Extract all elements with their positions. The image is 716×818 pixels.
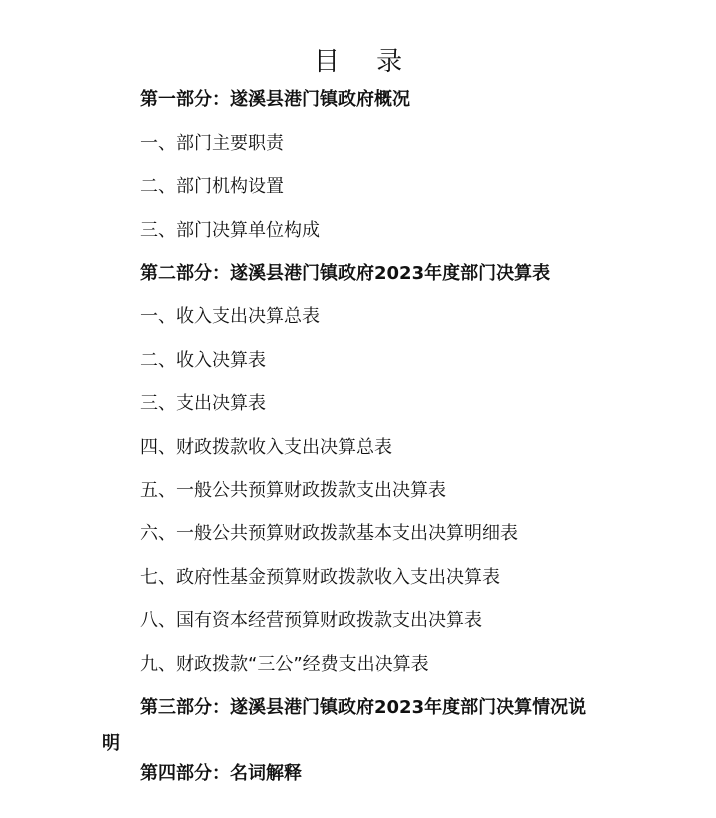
toc-part-2: 第二部分：遂溪县港门镇政府2023年度部门决算表 [140, 263, 551, 284]
toc-item-2-8: 八、国有资本经营预算财政拨款支出决算表 [140, 610, 482, 631]
toc-item-2-5: 五、一般公共预算财政拨款支出决算表 [140, 480, 446, 501]
toc-part-4: 第四部分：名词解释 [140, 763, 302, 784]
toc-item-1-2: 二、部门机构设置 [140, 176, 284, 197]
toc-part-3-line-1: 第三部分：遂溪县港门镇政府2023年度部门决算情况说 [140, 697, 587, 718]
toc-part-3-line-2: 明 [102, 733, 120, 754]
toc-item-2-1: 一、收入支出决算总表 [140, 306, 320, 327]
toc-item-2-9: 九、财政拨款“三公”经费支出决算表 [140, 654, 429, 675]
toc-item-2-4: 四、财政拨款收入支出决算总表 [140, 437, 392, 458]
page-title: 目 录 [313, 47, 417, 78]
toc-item-1-1: 一、部门主要职责 [140, 133, 284, 154]
toc-item-2-2: 二、收入决算表 [140, 350, 266, 371]
toc-part-1: 第一部分：遂溪县港门镇政府概况 [140, 89, 410, 110]
toc-item-1-3: 三、部门决算单位构成 [140, 220, 320, 241]
toc-item-2-3: 三、支出决算表 [140, 393, 266, 414]
toc-part-3 [102, 694, 680, 758]
toc-item-2-7: 七、政府性基金预算财政拨款收入支出决算表 [140, 567, 500, 588]
toc-item-2-6: 六、一般公共预算财政拨款基本支出决算明细表 [140, 523, 518, 544]
